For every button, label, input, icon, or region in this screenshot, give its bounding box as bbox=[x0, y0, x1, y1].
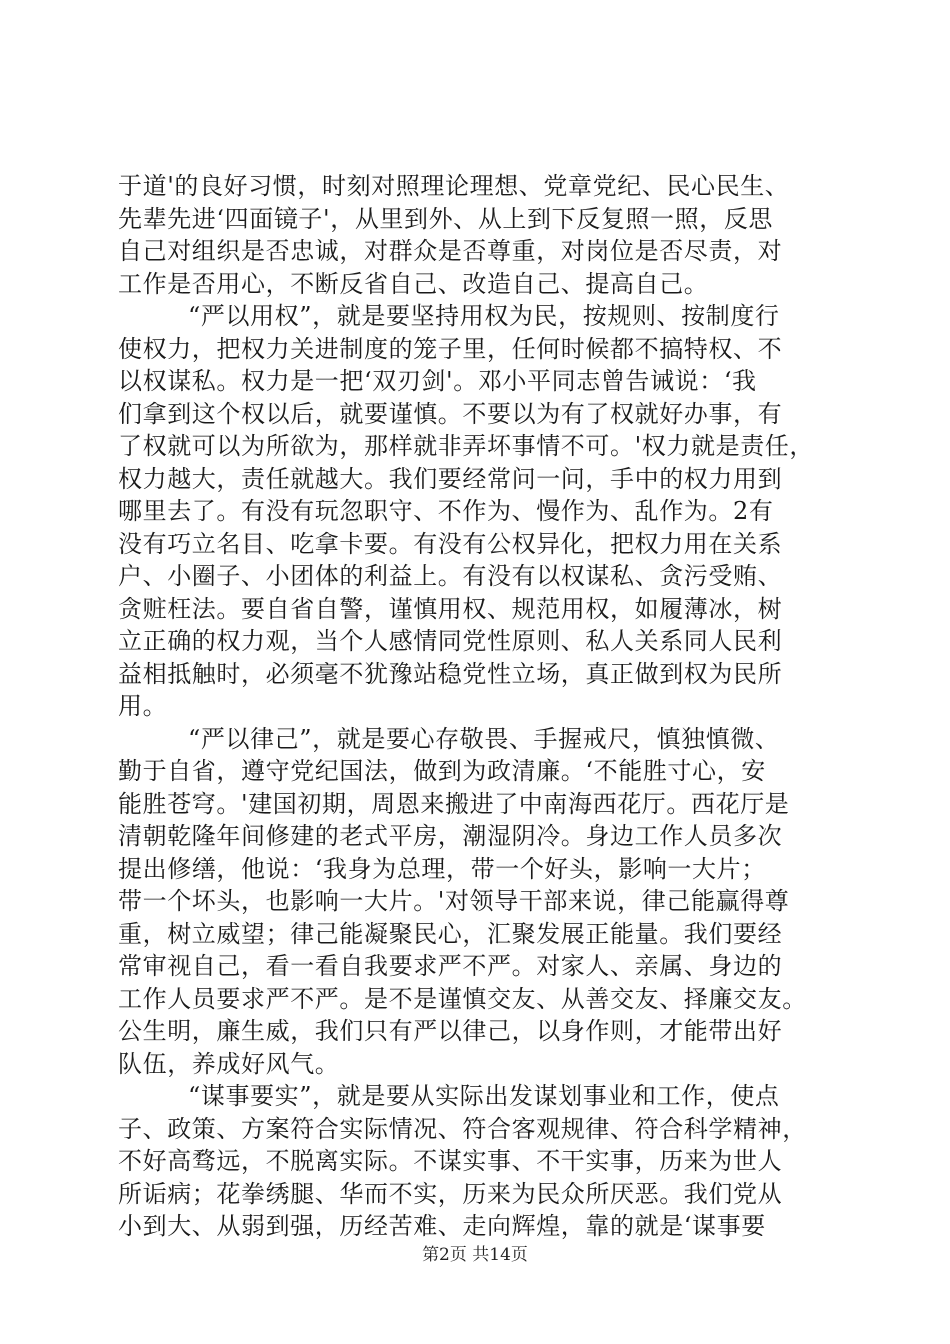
document-body bbox=[118, 170, 834, 1243]
text-line: 贪赃枉法。要自省自警，谨慎用权、规范用权，如履薄冰，树 bbox=[118, 594, 783, 623]
text-line: 户、小圈子、小团体的利益上。有没有以权谋私、贪污受贿、 bbox=[118, 562, 783, 590]
text-line: 先辈先进‘四面镜子'，从里到外、从上到下反复照一照，反思 bbox=[118, 204, 774, 233]
text-line: 队伍，养成好风气。 bbox=[118, 1049, 340, 1078]
text-line: 了权就可以为所欲为，那样就非弄坏事情不可。'权力就是责任， bbox=[118, 432, 814, 460]
text-line: 使权力，把权力关进制度的笼子里，任何时候都不搞特权、不 bbox=[118, 334, 783, 363]
text-line: 所诟病；花拳绣腿、华而不实，历来为民众所厌恶。我们党从 bbox=[118, 1179, 783, 1208]
text-line: 以权谋私。权力是一把‘双刃剑'。邓小平同志曾告诫说：‘我 bbox=[118, 367, 757, 395]
text-line: “严以律己”，就是要心存敬畏、手握戒尺，慎独慎微、 bbox=[188, 724, 780, 753]
text-line: 带一个坏头，也影响一大片。'对领导干部来说，律己能赢得尊 bbox=[118, 887, 790, 915]
text-line: “严以用权”，就是要坚持用权为民，按规则、按制度行 bbox=[188, 302, 780, 330]
text-line: 工作人员要求严不严。是不是谨慎交友、从善交友、择廉交友。 bbox=[118, 984, 807, 1013]
text-line: 权力越大，责任就越大。我们要经常问一问，手中的权力用到 bbox=[118, 464, 783, 493]
text-line: 提出修缮，他说：‘我身为总理，带一个好头，影响一大片； bbox=[118, 854, 766, 883]
text-line: 们拿到这个权以后，就要谨慎。不要以为有了权就好办事，有 bbox=[118, 399, 783, 428]
text-line: 立正确的权力观，当个人感情同党性原则、私人关系同人民利 bbox=[118, 627, 783, 655]
text-line: “谋事要实”，就是要从实际出发谋划事业和工作，使点 bbox=[188, 1082, 780, 1110]
text-line: 不好高骛远，不脱离实际。不谋实事、不干实事，历来为世人 bbox=[118, 1147, 783, 1175]
text-line: 于道'的良好习惯，时刻对照理论理想、党章党纪、民心民生、 bbox=[118, 172, 790, 200]
text-line: 能胜苍穹。'建国初期，周恩来搬进了中南海西花厅。西花厅是 bbox=[118, 789, 790, 818]
text-line: 工作是否用心，不断反省自己、改造自己、提高自己。 bbox=[118, 269, 709, 298]
page-footer: 第2页 共14页 bbox=[422, 1245, 528, 1265]
text-line: 勤于自省，遵守党纪国法，做到为政清廉。‘不能胜寸心，安 bbox=[118, 757, 766, 785]
text-line: 公生明，廉生威，我们只有严以律己，以身作则，才能带出好 bbox=[118, 1017, 783, 1045]
text-line: 清朝乾隆年间修建的老式平房，潮湿阴冷。身边工作人员多次 bbox=[118, 822, 783, 850]
text-line: 哪里去了。有没有玩忽职守、不作为、慢作为、乱作为。2有 bbox=[118, 497, 774, 525]
text-line: 益相抵触时，必须毫不犹豫站稳党性立场，真正做到权为民所 bbox=[118, 659, 783, 688]
text-line: 常审视自己，看一看自我要求严不严。对家人、亲属、身边的 bbox=[118, 952, 783, 980]
text-line: 小到大、从弱到强，历经苦难、走向辉煌，靠的就是‘谋事要 bbox=[118, 1212, 766, 1240]
text-line: 自己对组织是否忠诚，对群众是否尊重，对岗位是否尽责，对 bbox=[118, 237, 783, 265]
text-line: 子、政策、方案符合实际情况、符合客观规律、符合科学精神， bbox=[118, 1114, 807, 1143]
text-line: 重，树立威望；律己能凝聚民心，汇聚发展正能量。我们要经 bbox=[118, 919, 783, 948]
text-line: 没有巧立名目、吃拿卡要。有没有公权异化，把权力用在关系 bbox=[118, 529, 783, 558]
text-line: 用。 bbox=[118, 692, 168, 720]
